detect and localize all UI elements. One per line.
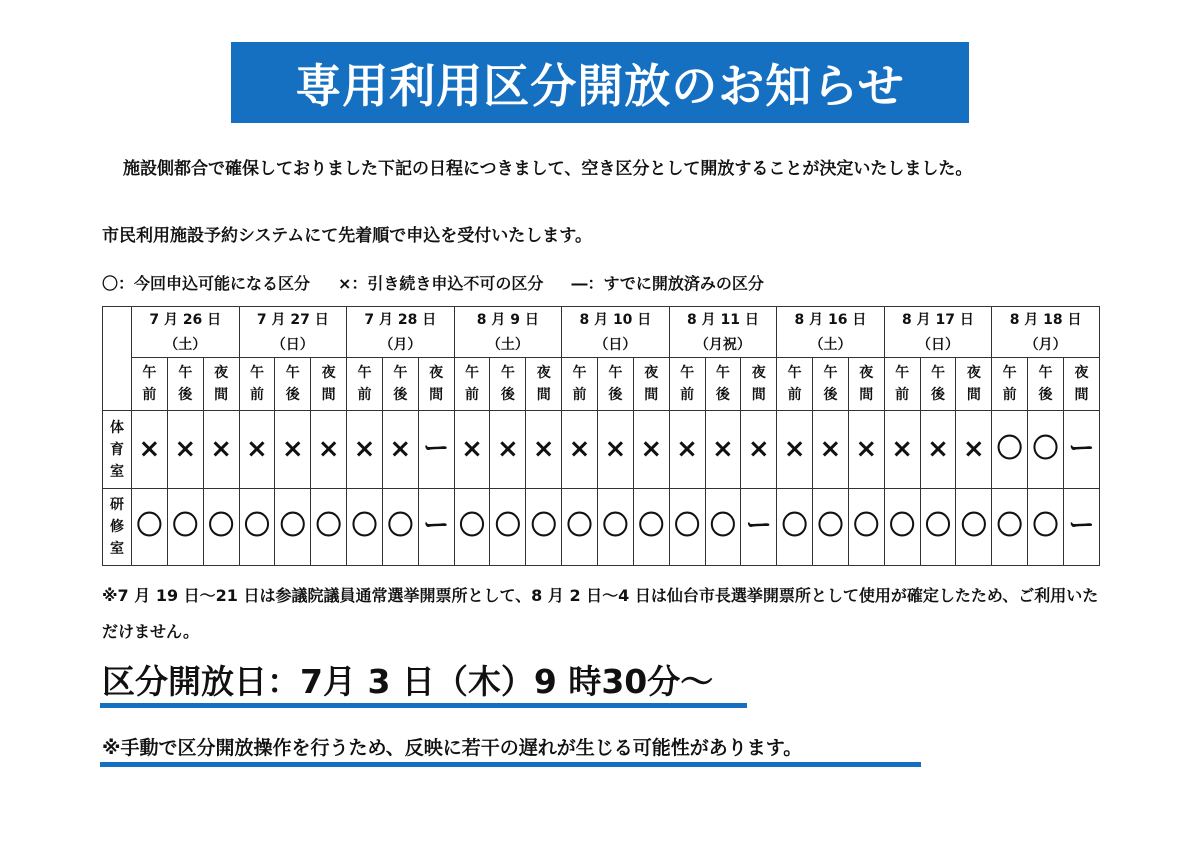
slot-label: 午 前: [680, 365, 695, 404]
slot-cell: [956, 358, 992, 411]
availability-cell: [956, 488, 992, 565]
availability-mark: 〇: [208, 511, 235, 542]
slot-label: 午 前: [787, 365, 802, 404]
slot-label: 午 後: [930, 365, 945, 404]
slot-label: 夜 間: [751, 365, 766, 404]
slot-label: 午 後: [1038, 365, 1053, 404]
availability-mark: 〇: [602, 511, 629, 542]
availability-cell: [813, 411, 849, 488]
availability-mark: ×: [604, 433, 627, 464]
availability-mark: ×: [210, 433, 232, 464]
availability-mark: 〇: [1032, 433, 1059, 464]
availability-cell: [741, 411, 777, 488]
slot-label: 午 後: [285, 365, 300, 404]
corner-cell: [103, 307, 132, 411]
slot-label: 午 前: [572, 365, 587, 404]
slot-cell: [490, 358, 526, 411]
availability-mark: 〇: [996, 511, 1023, 542]
open-day-underline: [100, 703, 747, 708]
availability-mark: ー: [423, 511, 450, 542]
availability-mark: ×: [281, 433, 304, 464]
slot-label: 夜 間: [1074, 365, 1089, 404]
room-name-cell: [103, 411, 132, 488]
slot-label: 夜 間: [644, 365, 659, 404]
date-cell: 7 月 28 日: [347, 307, 455, 334]
availability-mark: ×: [568, 433, 591, 464]
slot-label: 午 前: [465, 365, 480, 404]
schedule-table: [102, 306, 1100, 566]
availability-cell: [418, 411, 454, 488]
open-day-heading: 区分開放日：7月 3 日（木）9 時30分～: [102, 662, 714, 701]
availability-mark: 〇: [996, 433, 1023, 464]
day-cell: （月）: [992, 333, 1100, 358]
room-row: [103, 411, 1100, 488]
room-name: 体 育 室: [110, 419, 124, 480]
availability-cell: [920, 411, 956, 488]
availability-cell: [382, 411, 418, 488]
availability-cell: [203, 411, 239, 488]
slot-cell: [562, 358, 598, 411]
availability-cell: [490, 488, 526, 565]
availability-mark: ×: [712, 433, 734, 464]
availability-mark: ×: [174, 433, 197, 464]
availability-cell: [167, 488, 203, 565]
slot-cell: [1028, 358, 1064, 411]
availability-cell: [992, 411, 1028, 488]
slot-cell: [275, 358, 311, 411]
availability-mark: 〇: [638, 511, 665, 542]
availability-mark: ×: [747, 433, 770, 464]
availability-cell: [705, 488, 741, 565]
availability-cell: [562, 411, 598, 488]
slot-label: 午 後: [608, 365, 623, 404]
availability-mark: ×: [819, 433, 842, 464]
slot-label: 夜 間: [966, 365, 981, 404]
availability-mark: ×: [461, 433, 483, 464]
availability-cell: [777, 411, 813, 488]
availability-cell: [633, 488, 669, 565]
availability-mark: ×: [317, 433, 340, 464]
availability-mark: 〇: [924, 511, 951, 542]
room-name-cell: [103, 488, 132, 565]
slot-cell: [132, 358, 168, 411]
availability-mark: 〇: [351, 511, 378, 542]
availability-mark: ×: [353, 433, 376, 464]
date-row: [103, 307, 1100, 334]
slot-cell: [669, 358, 705, 411]
availability-mark: 〇: [494, 511, 521, 542]
availability-cell: [239, 488, 275, 565]
slot-cell: [382, 358, 418, 411]
slot-cell: [920, 358, 956, 411]
room-row: [103, 488, 1100, 565]
availability-mark: ー: [1068, 511, 1095, 542]
availability-mark: ×: [891, 433, 914, 464]
availability-mark: ×: [246, 433, 268, 464]
slot-label: 午 後: [178, 365, 193, 404]
slot-cell: [777, 358, 813, 411]
slot-label: 夜 間: [429, 365, 444, 404]
availability-cell: [1063, 411, 1099, 488]
availability-cell: [418, 488, 454, 565]
apply-text: 市民利用施設予約システムにて先着順で申込を受付いたします。: [102, 226, 592, 246]
slot-cell: [454, 358, 490, 411]
intro-text: 施設側都合で確保しておりました下記の日程につきまして、空き区分として開放することが決定いたしました。: [123, 159, 973, 179]
slot-label: 夜 間: [859, 365, 874, 404]
slot-cell: [167, 358, 203, 411]
slot-label: 午 後: [715, 365, 730, 404]
day-cell: （土）: [132, 333, 240, 358]
availability-cell: [705, 411, 741, 488]
slot-cell: [741, 358, 777, 411]
availability-mark: 〇: [889, 511, 916, 542]
availability-cell: [490, 411, 526, 488]
availability-cell: [1028, 411, 1064, 488]
availability-cell: [526, 488, 562, 565]
availability-mark: ×: [640, 433, 663, 464]
date-cell: 8 月 10 日: [562, 307, 670, 334]
availability-cell: [203, 488, 239, 565]
availability-cell: [526, 411, 562, 488]
availability-cell: [275, 488, 311, 565]
slot-cell: [633, 358, 669, 411]
availability-mark: ×: [676, 433, 698, 464]
slot-cell: [597, 358, 633, 411]
availability-mark: 〇: [172, 511, 199, 542]
slot-label: 午 後: [823, 365, 838, 404]
slot-cell: [418, 358, 454, 411]
availability-cell: [347, 488, 383, 565]
availability-cell: [633, 411, 669, 488]
availability-cell: [454, 488, 490, 565]
availability-cell: [167, 411, 203, 488]
slot-cell: [526, 358, 562, 411]
slot-label: 午 前: [142, 365, 157, 404]
availability-cell: [454, 411, 490, 488]
availability-mark: 〇: [781, 511, 808, 542]
availability-mark: ー: [423, 433, 450, 464]
day-cell: （月祝）: [669, 333, 777, 358]
date-cell: 7 月 27 日: [239, 307, 347, 334]
availability-mark: 〇: [387, 511, 414, 542]
availability-mark: ー: [745, 511, 772, 542]
availability-cell: [956, 411, 992, 488]
availability-cell: [992, 488, 1028, 565]
legend-released: ―：すでに開放済みの区分: [571, 274, 764, 293]
availability-cell: [813, 488, 849, 565]
legend: [102, 271, 792, 294]
day-cell: （日）: [562, 333, 670, 358]
availability-mark: 〇: [566, 511, 593, 542]
availability-mark: ×: [496, 433, 519, 464]
availability-cell: [1028, 488, 1064, 565]
availability-cell: [741, 488, 777, 565]
availability-cell: [382, 488, 418, 565]
day-cell: （土）: [454, 333, 562, 358]
slot-row: [103, 358, 1100, 411]
legend-unavailable: ×：引き続き申込不可の区分: [338, 274, 544, 293]
date-cell: 8 月 17 日: [884, 307, 992, 334]
availability-mark: 〇: [709, 511, 736, 542]
day-cell: （日）: [239, 333, 347, 358]
slot-label: 午 前: [357, 365, 372, 404]
slot-cell: [347, 358, 383, 411]
availability-mark: 〇: [243, 511, 270, 542]
slot-label: 午 前: [1002, 365, 1017, 404]
availability-mark: 〇: [315, 511, 342, 542]
availability-mark: 〇: [853, 511, 880, 542]
legend-available: 〇：今回申込可能になる区分: [102, 274, 311, 293]
availability-cell: [777, 488, 813, 565]
day-cell: （月）: [347, 333, 455, 358]
availability-cell: [848, 488, 884, 565]
availability-cell: [884, 488, 920, 565]
slot-cell: [992, 358, 1028, 411]
date-cell: 8 月 18 日: [992, 307, 1100, 334]
availability-cell: [848, 411, 884, 488]
availability-mark: ー: [1068, 433, 1095, 464]
slot-cell: [705, 358, 741, 411]
availability-mark: ×: [783, 433, 806, 464]
slot-cell: [1063, 358, 1099, 411]
availability-cell: [597, 411, 633, 488]
availability-mark: ×: [389, 433, 412, 464]
availability-mark: ×: [927, 433, 949, 464]
availability-cell: [669, 411, 705, 488]
availability-cell: [597, 488, 633, 565]
availability-mark: 〇: [817, 511, 844, 542]
slot-label: 夜 間: [321, 365, 336, 404]
manual-note: ※手動で区分開放操作を行うため、反映に若干の遅れが生じる可能性があります。: [102, 737, 803, 759]
availability-mark: ×: [855, 433, 878, 464]
availability-cell: [311, 411, 347, 488]
availability-cell: [920, 488, 956, 565]
page-title: 専用利用区分開放のお知らせ: [231, 42, 969, 123]
availability-cell: [239, 411, 275, 488]
slot-cell: [239, 358, 275, 411]
slot-label: 夜 間: [536, 365, 551, 404]
availability-cell: [562, 488, 598, 565]
slot-cell: [813, 358, 849, 411]
availability-cell: [347, 411, 383, 488]
slot-label: 午 後: [393, 365, 408, 404]
date-cell: 8 月 11 日: [669, 307, 777, 334]
availability-cell: [1063, 488, 1099, 565]
availability-mark: 〇: [136, 511, 163, 542]
day-row: [103, 333, 1100, 358]
availability-mark: 〇: [960, 511, 987, 542]
availability-mark: 〇: [279, 511, 306, 542]
slot-label: 夜 間: [214, 365, 229, 404]
closure-note: ※7 月 19 日～21 日は参議院議員通常選挙開票所として、8 月 2 日～4 日は仙台市長選挙開票所として使用が確定したため、ご利用いただけません。: [102, 586, 1099, 641]
availability-mark: 〇: [530, 511, 557, 542]
availability-mark: 〇: [1032, 511, 1059, 542]
availability-cell: [884, 411, 920, 488]
slot-cell: [848, 358, 884, 411]
availability-cell: [669, 488, 705, 565]
availability-mark: 〇: [674, 511, 701, 542]
availability-mark: ×: [532, 433, 555, 464]
slot-label: 午 後: [500, 365, 515, 404]
date-cell: 7 月 26 日: [132, 307, 240, 334]
availability-cell: [132, 411, 168, 488]
slot-cell: [311, 358, 347, 411]
date-cell: 8 月 9 日: [454, 307, 562, 334]
day-cell: （土）: [777, 333, 885, 358]
availability-mark: ×: [138, 433, 161, 464]
availability-mark: ×: [962, 433, 985, 464]
slot-cell: [203, 358, 239, 411]
slot-label: 午 前: [895, 365, 910, 404]
slot-label: 午 前: [249, 365, 264, 404]
room-name: 研 修 室: [110, 496, 124, 557]
manual-note-underline: [100, 762, 921, 767]
availability-mark: 〇: [459, 511, 486, 542]
availability-cell: [132, 488, 168, 565]
availability-cell: [311, 488, 347, 565]
availability-cell: [275, 411, 311, 488]
day-cell: （日）: [884, 333, 992, 358]
date-cell: 8 月 16 日: [777, 307, 885, 334]
slot-cell: [884, 358, 920, 411]
